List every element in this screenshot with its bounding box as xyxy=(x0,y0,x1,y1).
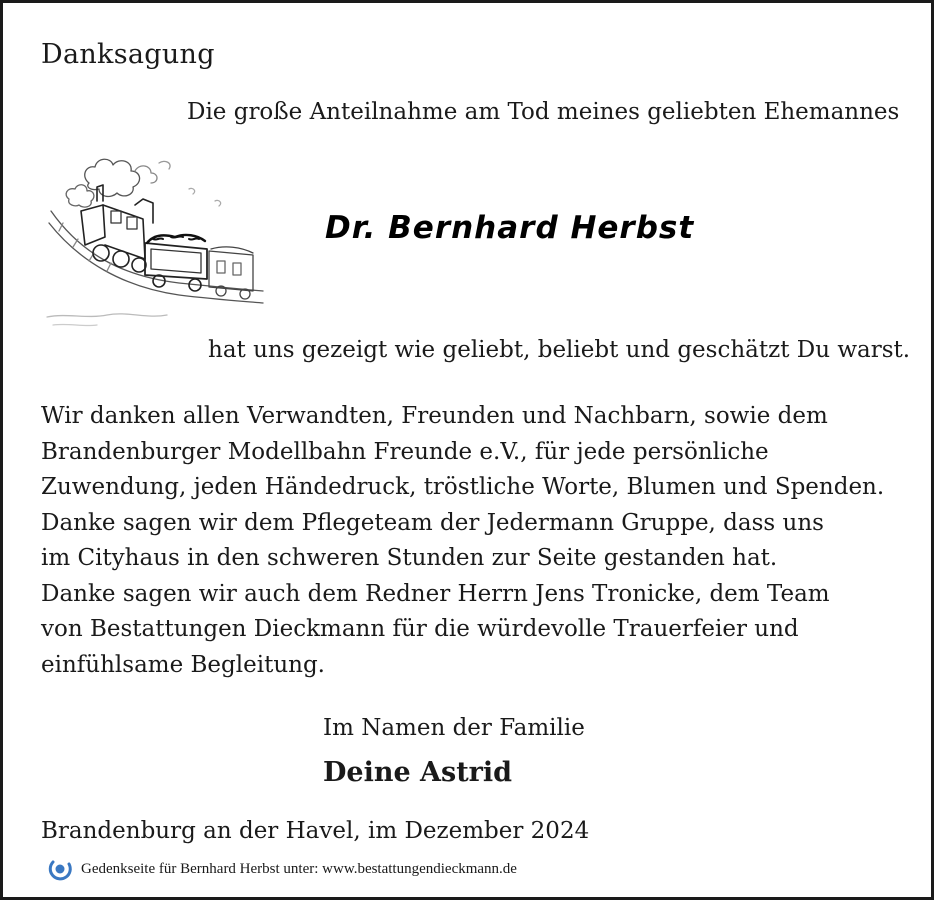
memorial-page-footer[interactable] xyxy=(47,855,517,883)
heading: Danksagung xyxy=(41,39,215,70)
thanks-line: Zuwendung, jeden Händedruck, tröstliche Worte, Blumen und Spenden. xyxy=(41,474,885,500)
steam-train-illustration xyxy=(39,141,265,331)
memorial-page-link[interactable]: Gedenkseite für Bernhard Herbst unter: www.bestattungendieckmann.de xyxy=(81,860,517,877)
family-label: Im Namen der Familie xyxy=(323,715,585,741)
thanks-line: Danke sagen wir dem Pflegeteam der Jedermann Gruppe, dass uns xyxy=(41,509,824,536)
intro-text: Die große Anteilnahme am Tod meines geliebten Ehemannes xyxy=(187,99,900,125)
thanks-line: Danke sagen wir auch dem Redner Herrn Jens Tronicke, dem Team xyxy=(41,580,830,607)
thanks-line: im Cityhaus in den schweren Stunden zur Seite gestanden hat. xyxy=(41,545,778,571)
thanks-line: von Bestattungen Dieckmann für die würdevolle Trauerfeier und xyxy=(41,616,799,642)
signer-name: Deine Astrid xyxy=(323,757,513,788)
place-date: Brandenburg an der Havel, im Dezember 2024 xyxy=(41,818,590,844)
thanks-line: Brandenburger Modellbahn Freunde e.V., für jede persönliche xyxy=(41,438,769,465)
thanks-line: einfühlsame Begleitung. xyxy=(41,651,325,678)
closing-line: hat uns gezeigt wie geliebt, beliebt und geschätzt Du warst. xyxy=(208,337,911,363)
thanks-paragraph xyxy=(41,399,921,683)
deceased-name: Dr. Bernhard Herbst xyxy=(325,210,695,246)
memorial-logo-icon xyxy=(47,856,73,882)
thanks-line: Wir danken allen Verwandten, Freunden und Nachbarn, sowie dem xyxy=(41,403,828,429)
